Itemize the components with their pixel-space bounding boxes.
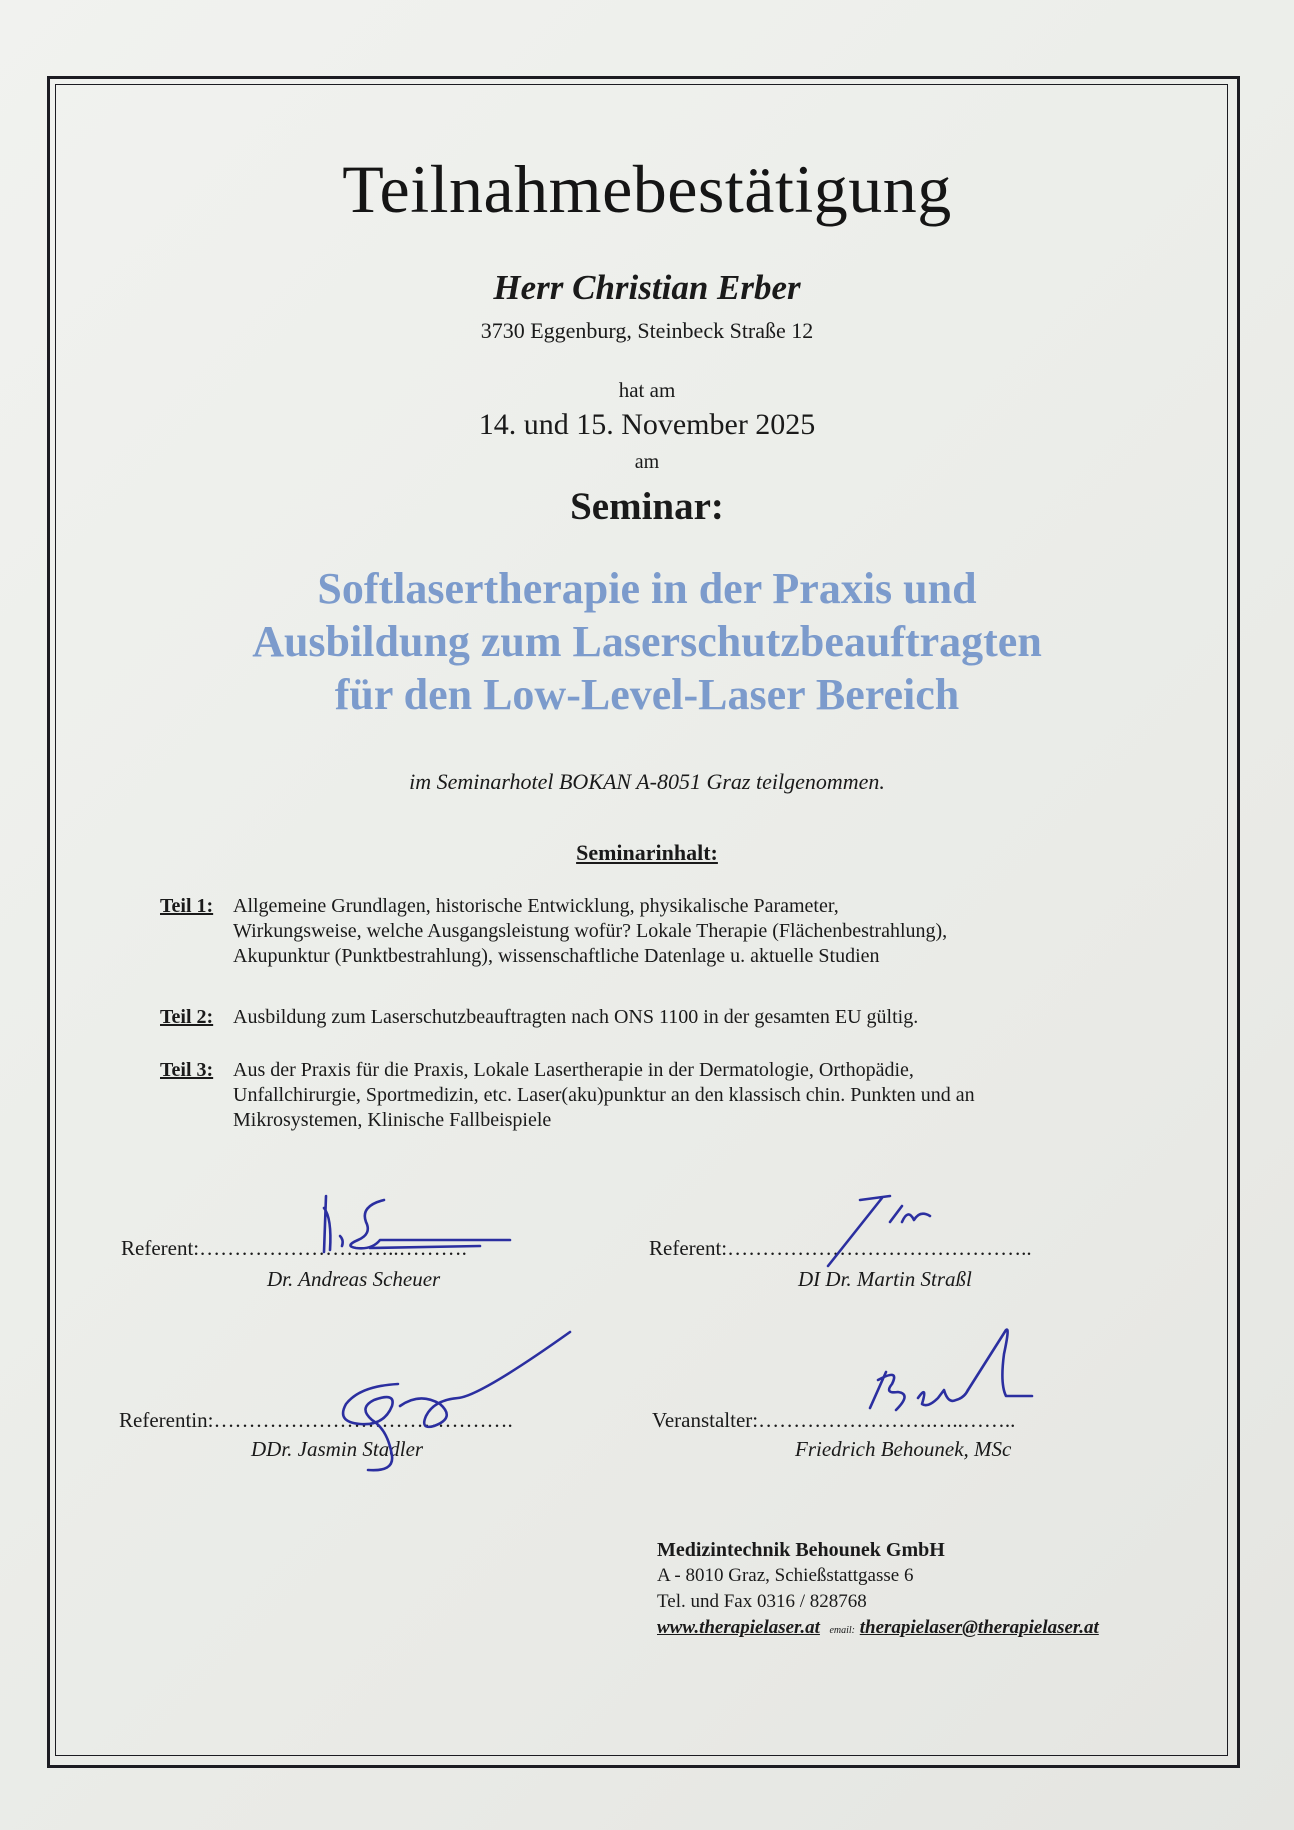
- signature-line-referent-2: Referent:……………………………………..: [649, 1236, 1032, 1260]
- text-hat-am: hat am: [618, 378, 676, 402]
- handwritten-signature-behounek: [856, 1324, 1036, 1414]
- signature-name-referent-1: Dr. Andreas Scheuer: [267, 1267, 441, 1291]
- handwritten-signature-scheuer: [310, 1188, 520, 1258]
- certificate-title: Teilnahmebestätigung: [342, 151, 952, 227]
- part-line: Wirkungsweise, welche Ausgangsleistung wofür? Lokale Therapie (Flächenbestrahlung),: [233, 920, 948, 942]
- seminar-label: Seminar:: [570, 485, 724, 528]
- participant-name: Herr Christian Erber: [493, 268, 801, 307]
- part-label: Teil 2:: [160, 1006, 214, 1028]
- part-label: Teil 1:: [160, 895, 214, 917]
- organizer-website-link[interactable]: www.therapielaser.at: [657, 1617, 820, 1638]
- signature-name-referent-2: DI Dr. Martin Straßl: [798, 1267, 972, 1291]
- organizer-phone: Tel. und Fax 0316 / 828768: [657, 1591, 867, 1612]
- part-line: Mikrosystemen, Klinische Fallbeispiele: [233, 1109, 552, 1131]
- participant-address: 3730 Eggenburg, Steinbeck Straße 12: [480, 318, 814, 343]
- handwritten-signature-strassl: [820, 1192, 960, 1272]
- part-line: Ausbildung zum Laserschutzbeauftragten nach ONS 1100 in der gesamten EU gültig.: [233, 1006, 919, 1028]
- part-line: Akupunktur (Punktbestrahlung), wissenschaftliche Datenlage u. aktuelle Studien: [233, 945, 880, 967]
- seminar-date: 14. und 15. November 2025: [478, 408, 816, 441]
- venue-text: im Seminarhotel BOKAN A-8051 Graz teilgenommen.: [409, 769, 885, 794]
- content-part-2: [160, 1005, 1140, 1030]
- content-part-3: [160, 1058, 1140, 1133]
- handwritten-signature-stadler: [330, 1326, 580, 1476]
- seminar-title-line: für den Low-Level-Laser Bereich: [334, 670, 960, 719]
- organizer-email-link[interactable]: therapielaser@therapielaser.at: [859, 1617, 1099, 1638]
- content-heading: Seminarinhalt:: [576, 840, 718, 865]
- signature-line-veranstalter: Veranstalter:…………………….…..……..: [652, 1408, 1016, 1432]
- content-part-1: [160, 894, 1140, 969]
- signature-line-referentin: Referentin:…………………………………….: [119, 1408, 513, 1432]
- part-line: Allgemeine Grundlagen, historische Entwicklung, physikalische Parameter,: [233, 895, 839, 917]
- part-line: Unfallchirurgie, Sportmedizin, etc. Laser(aku)punktur an den klassisch chin. Punkten und an: [233, 1084, 975, 1106]
- signature-line-referent-1: Referent:………………………..……….: [121, 1236, 467, 1260]
- seminar-title-line: Softlasertherapie in der Praxis und: [317, 564, 977, 613]
- part-label: Teil 3:: [160, 1059, 214, 1081]
- organizer-address: A - 8010 Graz, Schießstattgasse 6: [657, 1565, 914, 1586]
- signature-name-veranstalter: Friedrich Behounek, MSc: [795, 1437, 1012, 1461]
- seminar-title-line: Ausbildung zum Laserschutzbeauftragten: [252, 617, 1042, 666]
- email-label: email:: [829, 1625, 855, 1636]
- organizer-company: Medizintechnik Behounek GmbH: [657, 1539, 945, 1561]
- seminar-title: [0, 562, 1294, 721]
- part-line: Aus der Praxis für die Praxis, Lokale Lasertherapie in der Dermatologie, Orthopädie,: [233, 1059, 914, 1081]
- organizer-block: [657, 1537, 1099, 1644]
- signature-name-referentin: DDr. Jasmin Stadler: [251, 1437, 424, 1461]
- text-am: am: [634, 451, 660, 473]
